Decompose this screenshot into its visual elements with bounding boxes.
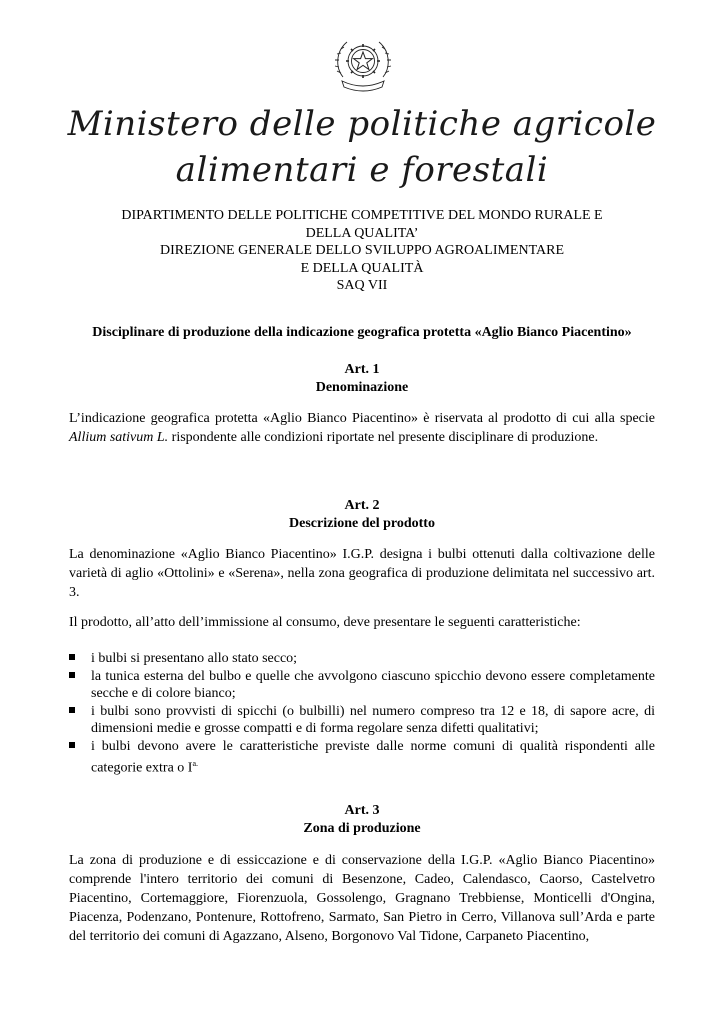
characteristics-list (69, 650, 655, 777)
department-line: DELLA QUALITA’ (305, 225, 419, 241)
list-item-text: i bulbi sono provvisti di spicchi (o bulbilli) nel numero compreso tra 12 e 18, di sapore acre, di dimensioni medie e grosse compatti e di forma regolare senza difetti qualitativi; (91, 703, 655, 736)
directorate-line: E DELLA QUALITÀ (300, 260, 424, 276)
article-title: Descrizione del prodotto (289, 515, 435, 531)
department-block (0, 207, 724, 295)
ministry-name-line2: alimentari e forestali (175, 150, 549, 190)
article-2-paragraph-2: Il prodotto, all’atto dell’immissione al consumo, deve presentare le seguenti caratteristiche: (69, 615, 581, 630)
article-1-heading (0, 361, 724, 396)
article-number: Art. 2 (344, 498, 380, 513)
directorate-line: DIREZIONE GENERALE DELLO SVILUPPO AGROALIMENTARE (159, 243, 565, 258)
article-title: Zona di produzione (303, 820, 421, 836)
list-item (69, 650, 655, 668)
superscript: a. (192, 759, 199, 768)
square-bullet-icon (69, 654, 75, 660)
list-item-text: i bulbi devono avere le caratteristiche previste dalle norme comuni di qualità rispondenti alle categorie extra o I (91, 738, 655, 776)
list-item (69, 668, 655, 703)
ministry-name-line1: Ministero delle politiche agricole (67, 104, 657, 144)
article-number: Art. 3 (344, 803, 380, 818)
square-bullet-icon (69, 707, 75, 713)
species-name: Allium sativum L. (69, 430, 169, 445)
square-bullet-icon (69, 742, 75, 748)
article-3-paragraph-1: La zona di produzione e di essiccazione e di conservazione della I.G.P. «Aglio Bianco Piacentino» comprende l'intero territorio dei comuni di Besenzone, Cadeo, Calendasco, Caorso, Castelvetro Piacentino, Cortemaggiore, Fiorenzuola, Gossolengo, Gragnano Trebbiense, Monticelli d'Ongina, Piacenza, Podenzano, Pontenure, Rottofreno, Sarmato, San Pietro in Cerro, Villanova sull’Arda e parte del territorio dei comuni di Agazzano, Alseno, Borgonovo Val Tidone, Carpaneto Piacentino, (69, 853, 655, 944)
department-line: DIPARTIMENTO DELLE POLITICHE COMPETITIVE DEL MONDO RURALE E (121, 208, 603, 223)
article-1-paragraph (69, 409, 655, 447)
article-title: Denominazione (315, 379, 409, 395)
office-code: SAQ VII (336, 278, 388, 293)
article-2-paragraph-1: La denominazione «Aglio Bianco Piacentino» I.G.P. designa i bulbi ottenuti dalla coltivazione delle varietà di aglio «Ottolini» e «Serena», nella zona geografica di produzione delimitata nel successivo art. 3. (69, 547, 655, 600)
list-item-text: i bulbi si presentano allo stato secco; (91, 651, 298, 666)
article-number: Art. 1 (344, 362, 380, 377)
article-2-heading (0, 497, 724, 532)
list-item-text: la tunica esterna del bulbo e quelle che avvolgono ciascuno spicchio devono essere completamente secche e di colore bianco; (91, 668, 655, 701)
article-1-text: L’indicazione geografica protetta «Aglio Bianco Piacentino» è riservata al prodotto di cui alla specie (69, 411, 655, 426)
article-1-text-end: rispondente alle condizioni riportate nel presente disciplinare di produzione. (168, 430, 599, 445)
document-title: Disciplinare di produzione della indicazione geografica protetta «Aglio Bianco Piacentino» (92, 325, 632, 340)
article-3-heading (0, 802, 724, 837)
list-item (69, 738, 655, 778)
list-item (69, 703, 655, 738)
square-bullet-icon (69, 672, 75, 678)
republic-emblem-icon (333, 33, 393, 97)
